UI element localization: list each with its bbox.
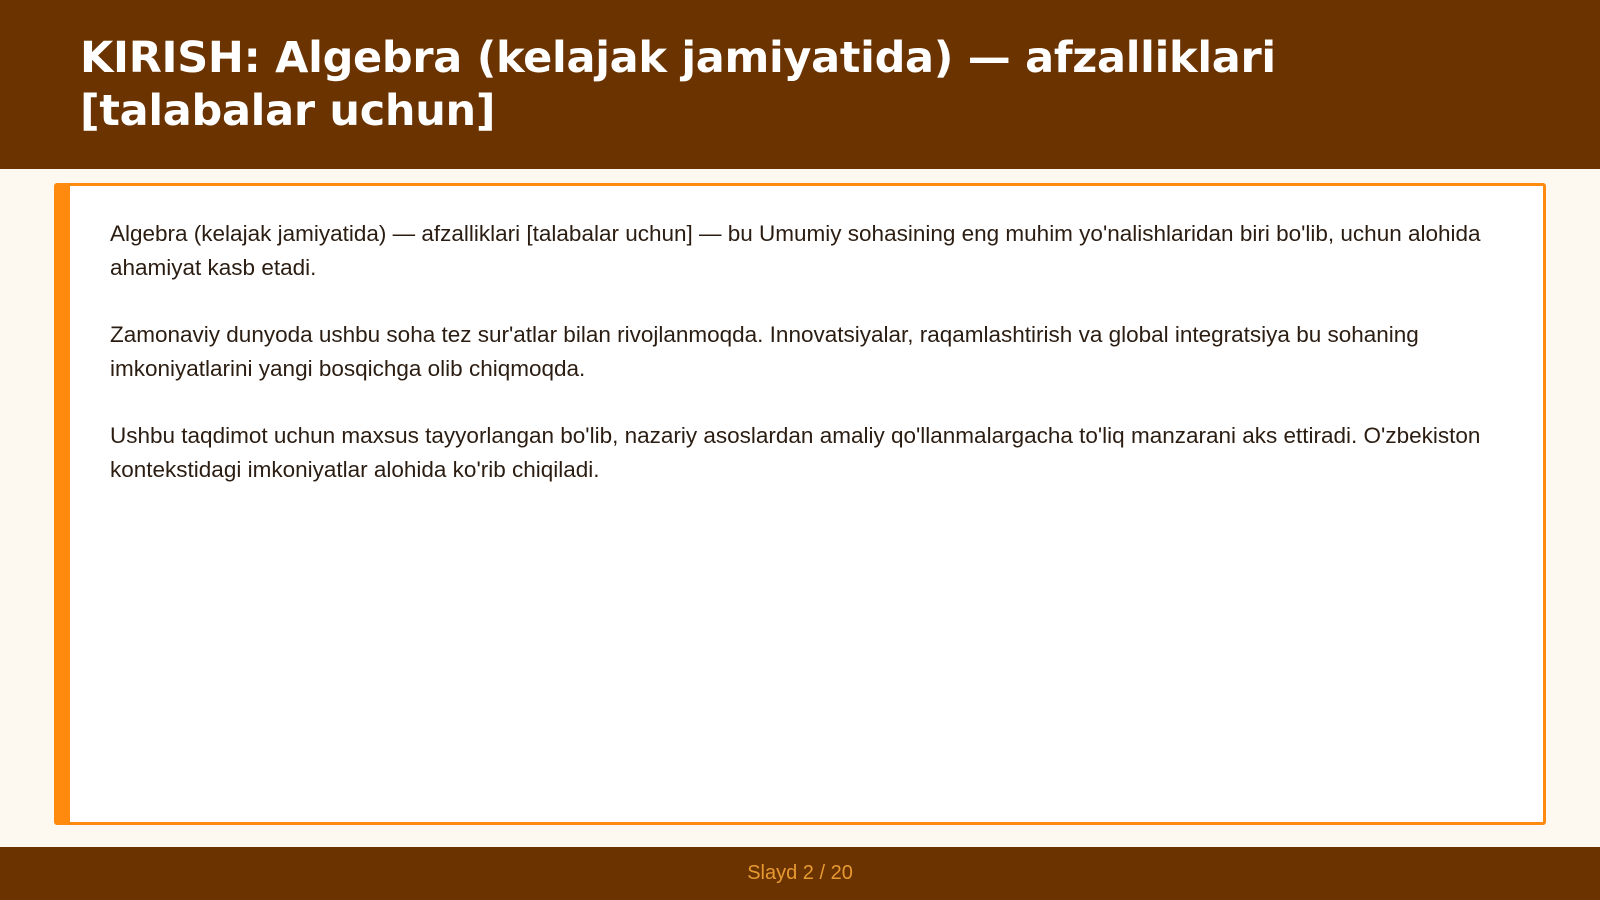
paragraph-3: Ushbu taqdimot uchun maxsus tayyorlangan bo'lib, nazariy asoslardan amaliy qo'llanmalargacha to'liq manzarani aks ettiradi. O'zbekiston kontekstidagi imkoniyatlar alohida ko'rib chiqiladi. [110, 423, 1481, 482]
content-card [54, 183, 1546, 825]
slide-counter: Slayd 2 / 20 [747, 862, 853, 884]
slide-title: KIRISH: Algebra (kelajak jamiyatida) — afzalliklari [talabalar uchun] [80, 33, 1276, 136]
slide-header [0, 0, 1600, 169]
slide-footer [0, 847, 1600, 900]
paragraph-1: Algebra (kelajak jamiyatida) — afzalliklari [talabalar uchun] — bu Umumiy sohasining eng muhim yo'nalishlaridan biri bo'lib, uchun alohida ahamiyat kasb etadi. [110, 221, 1481, 280]
paragraph-2: Zamonaviy dunyoda ushbu soha tez sur'atlar bilan rivojlanmoqda. Innovatsiyalar, raqamlashtirish va global integratsiya bu sohaning imkoniyatlarini yangi bosqichga olib chiqmoqda. [110, 322, 1419, 381]
